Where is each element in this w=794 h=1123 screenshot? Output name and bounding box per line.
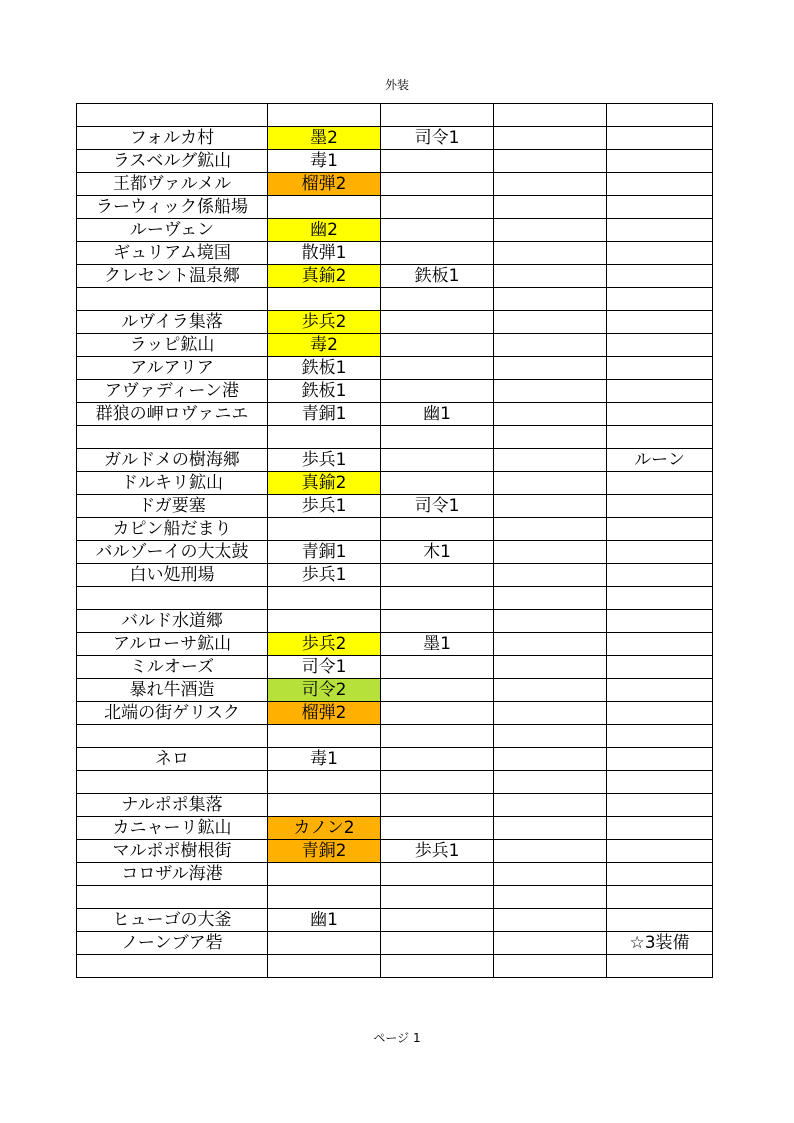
table-cell[interactable] <box>381 311 494 334</box>
table-cell[interactable] <box>268 955 381 978</box>
table-cell[interactable] <box>607 886 713 909</box>
table-cell[interactable] <box>494 748 607 771</box>
table-row <box>77 771 713 794</box>
table-cell[interactable]: 群狼の岬ロヴァニエ <box>77 403 268 426</box>
table-cell[interactable]: マルポポ樹根街 <box>77 840 268 863</box>
table-cell[interactable] <box>607 656 713 679</box>
sheet-header: 外装 <box>384 78 409 92</box>
table-row <box>77 564 713 587</box>
table-cell[interactable] <box>607 150 713 173</box>
table-cell[interactable] <box>607 288 713 311</box>
table-cell[interactable] <box>494 587 607 610</box>
table-cell[interactable] <box>494 403 607 426</box>
table-cell[interactable] <box>77 426 268 449</box>
table-cell[interactable]: 毒2 <box>268 334 381 357</box>
table-cell[interactable] <box>494 265 607 288</box>
table-cell[interactable]: クレセント温泉郷 <box>77 265 268 288</box>
table-row <box>77 909 713 932</box>
table-cell[interactable] <box>381 656 494 679</box>
table-cell[interactable] <box>77 955 268 978</box>
table-cell[interactable] <box>494 242 607 265</box>
table-row <box>77 219 713 242</box>
table-row <box>77 334 713 357</box>
table-row <box>77 127 713 150</box>
table-cell[interactable] <box>268 587 381 610</box>
table-cell[interactable] <box>494 541 607 564</box>
table-cell[interactable]: 司令1 <box>381 127 494 150</box>
table-cell[interactable] <box>494 725 607 748</box>
table-cell[interactable] <box>607 725 713 748</box>
table-row <box>77 656 713 679</box>
table-cell[interactable] <box>268 794 381 817</box>
table-cell[interactable] <box>494 104 607 127</box>
table-cell[interactable] <box>494 357 607 380</box>
table-row <box>77 403 713 426</box>
table-cell[interactable] <box>494 840 607 863</box>
table-cell[interactable]: アルアリア <box>77 357 268 380</box>
table-cell[interactable] <box>494 173 607 196</box>
table-row <box>77 173 713 196</box>
table-cell[interactable] <box>381 219 494 242</box>
table-cell[interactable]: 青銅1 <box>268 403 381 426</box>
table-row <box>77 495 713 518</box>
table-cell[interactable]: ガルドメの樹海郷 <box>77 449 268 472</box>
table-cell[interactable] <box>607 909 713 932</box>
table-cell[interactable] <box>607 403 713 426</box>
table-row <box>77 265 713 288</box>
table-cell[interactable]: 榴弾2 <box>268 173 381 196</box>
table-cell[interactable] <box>268 518 381 541</box>
table-cell[interactable]: 王都ヴァルメル <box>77 173 268 196</box>
table-cell[interactable]: ルーヴェン <box>77 219 268 242</box>
table-cell[interactable] <box>607 955 713 978</box>
table-cell[interactable] <box>607 311 713 334</box>
table-cell[interactable] <box>268 725 381 748</box>
table-cell[interactable]: ドルキリ鉱山 <box>77 472 268 495</box>
table-cell[interactable] <box>494 150 607 173</box>
table-cell[interactable]: アルローサ鉱山 <box>77 633 268 656</box>
table-cell[interactable] <box>607 863 713 886</box>
table-cell[interactable]: 歩兵2 <box>268 633 381 656</box>
table-cell[interactable] <box>607 541 713 564</box>
table-cell[interactable] <box>268 771 381 794</box>
table-cell[interactable] <box>381 955 494 978</box>
table-row <box>77 196 713 219</box>
table-cell[interactable] <box>607 265 713 288</box>
table-cell[interactable]: ルヴイラ集落 <box>77 311 268 334</box>
table-cell[interactable] <box>494 771 607 794</box>
table-cell[interactable]: 司令1 <box>381 495 494 518</box>
table-cell[interactable] <box>381 196 494 219</box>
table-cell[interactable]: ドガ要塞 <box>77 495 268 518</box>
table-cell[interactable] <box>607 702 713 725</box>
table-cell[interactable] <box>381 380 494 403</box>
table-cell[interactable]: 真鍮2 <box>268 265 381 288</box>
table-cell[interactable] <box>494 196 607 219</box>
table-cell[interactable] <box>494 472 607 495</box>
table-cell[interactable] <box>607 564 713 587</box>
table-row <box>77 426 713 449</box>
table-cell[interactable] <box>494 426 607 449</box>
table-cell[interactable] <box>494 564 607 587</box>
table-cell[interactable]: 歩兵1 <box>268 564 381 587</box>
table-cell[interactable] <box>268 610 381 633</box>
table-cell[interactable] <box>77 104 268 127</box>
table-cell[interactable] <box>268 932 381 955</box>
table-cell[interactable]: ナルポポ集落 <box>77 794 268 817</box>
table-row <box>77 679 713 702</box>
table-cell[interactable] <box>494 380 607 403</box>
table-cell[interactable] <box>381 426 494 449</box>
table-cell[interactable]: 鉄板1 <box>268 357 381 380</box>
table-cell[interactable] <box>381 702 494 725</box>
table-cell[interactable] <box>607 357 713 380</box>
table-row <box>77 633 713 656</box>
table-cell[interactable] <box>607 840 713 863</box>
table-cell[interactable] <box>607 104 713 127</box>
table-cell[interactable] <box>381 242 494 265</box>
table-cell[interactable] <box>381 909 494 932</box>
table-cell[interactable] <box>494 656 607 679</box>
table-row <box>77 472 713 495</box>
table-cell[interactable]: カピン船だまり <box>77 518 268 541</box>
table-row <box>77 357 713 380</box>
table-cell[interactable]: 毒1 <box>268 748 381 771</box>
table-row <box>77 242 713 265</box>
table-cell[interactable] <box>607 472 713 495</box>
table-cell[interactable]: 北端の街ゲリスク <box>77 702 268 725</box>
table-row <box>77 863 713 886</box>
table-cell[interactable]: バルド水道郷 <box>77 610 268 633</box>
table-cell[interactable]: カノン2 <box>268 817 381 840</box>
table-cell[interactable] <box>607 817 713 840</box>
table-cell[interactable] <box>381 472 494 495</box>
table-cell[interactable]: フォルカ村 <box>77 127 268 150</box>
table-cell[interactable] <box>494 288 607 311</box>
table-cell[interactable]: 白い処刑場 <box>77 564 268 587</box>
table-cell[interactable] <box>494 334 607 357</box>
table-cell[interactable] <box>607 610 713 633</box>
table-cell[interactable] <box>77 288 268 311</box>
table-cell[interactable] <box>607 242 713 265</box>
table-cell[interactable]: 散弾1 <box>268 242 381 265</box>
table-row <box>77 886 713 909</box>
table-cell[interactable] <box>494 518 607 541</box>
table-cell[interactable]: ☆3装備 <box>607 932 713 955</box>
table-cell[interactable] <box>494 610 607 633</box>
table-cell[interactable] <box>381 771 494 794</box>
table-cell[interactable]: ミルオーズ <box>77 656 268 679</box>
table-cell[interactable] <box>268 886 381 909</box>
table-cell[interactable] <box>494 863 607 886</box>
table-cell[interactable] <box>381 564 494 587</box>
table-row <box>77 104 713 127</box>
table-cell[interactable] <box>494 932 607 955</box>
table-cell[interactable]: ラスベルグ鉱山 <box>77 150 268 173</box>
table-cell[interactable] <box>607 173 713 196</box>
table-row <box>77 449 713 472</box>
table-cell[interactable] <box>268 863 381 886</box>
table-cell[interactable] <box>381 610 494 633</box>
table-cell[interactable] <box>607 334 713 357</box>
table-cell[interactable]: 歩兵1 <box>268 495 381 518</box>
table-row <box>77 840 713 863</box>
table-cell[interactable] <box>381 104 494 127</box>
table-cell[interactable]: ネロ <box>77 748 268 771</box>
table-cell[interactable]: 幽2 <box>268 219 381 242</box>
table-cell[interactable]: 墨2 <box>268 127 381 150</box>
table-cell[interactable] <box>607 794 713 817</box>
table-cell[interactable]: 墨1 <box>381 633 494 656</box>
table-row <box>77 955 713 978</box>
table-row <box>77 311 713 334</box>
table-cell[interactable]: ノーンブア砦 <box>77 932 268 955</box>
table-cell[interactable] <box>268 104 381 127</box>
table-cell[interactable] <box>381 748 494 771</box>
table-cell[interactable] <box>381 288 494 311</box>
table-cell[interactable]: 司令2 <box>268 679 381 702</box>
table-cell[interactable] <box>381 518 494 541</box>
table-cell[interactable] <box>381 817 494 840</box>
table-cell[interactable]: アヴァディーン港 <box>77 380 268 403</box>
table-cell[interactable]: 真鍮2 <box>268 472 381 495</box>
table-cell[interactable] <box>268 196 381 219</box>
table-cell[interactable] <box>494 702 607 725</box>
table-cell[interactable]: 鉄板1 <box>381 265 494 288</box>
table-cell[interactable] <box>607 679 713 702</box>
table-cell[interactable]: 毒1 <box>268 150 381 173</box>
table-body <box>77 104 713 978</box>
table-cell[interactable] <box>607 219 713 242</box>
table-row <box>77 817 713 840</box>
table-cell[interactable]: 木1 <box>381 541 494 564</box>
table-cell[interactable]: コロザル海港 <box>77 863 268 886</box>
table-row <box>77 932 713 955</box>
table-cell[interactable] <box>381 886 494 909</box>
table-row <box>77 794 713 817</box>
table-cell[interactable] <box>607 633 713 656</box>
table-cell[interactable] <box>494 817 607 840</box>
table-cell[interactable] <box>381 863 494 886</box>
table-cell[interactable] <box>607 748 713 771</box>
table-cell[interactable]: 青銅1 <box>268 541 381 564</box>
table-cell[interactable] <box>607 380 713 403</box>
table-row <box>77 748 713 771</box>
table-cell[interactable]: ヒューゴの大釜 <box>77 909 268 932</box>
table-cell[interactable]: 歩兵1 <box>268 449 381 472</box>
table-cell[interactable] <box>494 679 607 702</box>
table-cell[interactable]: 鉄板1 <box>268 380 381 403</box>
table-cell[interactable] <box>607 426 713 449</box>
table-cell[interactable] <box>268 426 381 449</box>
table-cell[interactable] <box>494 794 607 817</box>
table-cell[interactable] <box>607 771 713 794</box>
table-cell[interactable]: 歩兵2 <box>268 311 381 334</box>
table-cell[interactable] <box>381 794 494 817</box>
table-row <box>77 380 713 403</box>
page-footer: ページ 1 <box>373 1031 421 1045</box>
table-cell[interactable]: ギュリアム境国 <box>77 242 268 265</box>
table-cell[interactable]: 青銅2 <box>268 840 381 863</box>
table-cell[interactable] <box>494 219 607 242</box>
table-cell[interactable] <box>381 725 494 748</box>
table-cell[interactable]: 歩兵1 <box>381 840 494 863</box>
table-cell[interactable] <box>607 587 713 610</box>
table-cell[interactable] <box>494 886 607 909</box>
table-cell[interactable] <box>494 449 607 472</box>
table-cell[interactable] <box>77 587 268 610</box>
table-cell[interactable] <box>77 725 268 748</box>
table-row <box>77 150 713 173</box>
table-cell[interactable] <box>607 518 713 541</box>
table-row <box>77 702 713 725</box>
table-cell[interactable] <box>77 771 268 794</box>
table-cell[interactable]: ラッピ鉱山 <box>77 334 268 357</box>
table-cell[interactable] <box>381 173 494 196</box>
table-row <box>77 518 713 541</box>
table-cell[interactable] <box>494 127 607 150</box>
table-cell[interactable] <box>381 334 494 357</box>
table-cell[interactable]: 榴弾2 <box>268 702 381 725</box>
table-cell[interactable] <box>381 932 494 955</box>
table-cell[interactable] <box>381 587 494 610</box>
table-cell[interactable] <box>494 311 607 334</box>
table-row <box>77 541 713 564</box>
table-row <box>77 288 713 311</box>
table-row <box>77 610 713 633</box>
table-cell[interactable] <box>494 633 607 656</box>
table-cell[interactable] <box>381 357 494 380</box>
table-cell[interactable] <box>77 886 268 909</box>
table-cell[interactable] <box>607 196 713 219</box>
table-cell[interactable] <box>381 150 494 173</box>
table-cell[interactable]: ルーン <box>607 449 713 472</box>
table-cell[interactable]: ラーウィック係船場 <box>77 196 268 219</box>
table-cell[interactable]: 幽1 <box>268 909 381 932</box>
table-cell[interactable] <box>381 449 494 472</box>
table-cell[interactable]: 暴れ牛酒造 <box>77 679 268 702</box>
table-cell[interactable]: バルゾーイの大太鼓 <box>77 541 268 564</box>
table-cell[interactable] <box>381 679 494 702</box>
table-cell[interactable] <box>494 495 607 518</box>
table-row <box>77 587 713 610</box>
table-cell[interactable] <box>494 909 607 932</box>
table-cell[interactable] <box>494 955 607 978</box>
table-row <box>77 725 713 748</box>
table-cell[interactable]: 司令1 <box>268 656 381 679</box>
table-cell[interactable]: カニャーリ鉱山 <box>77 817 268 840</box>
spreadsheet-table <box>76 103 713 978</box>
table-cell[interactable] <box>607 495 713 518</box>
table-cell[interactable] <box>607 127 713 150</box>
table-cell[interactable] <box>268 288 381 311</box>
table-cell[interactable]: 幽1 <box>381 403 494 426</box>
